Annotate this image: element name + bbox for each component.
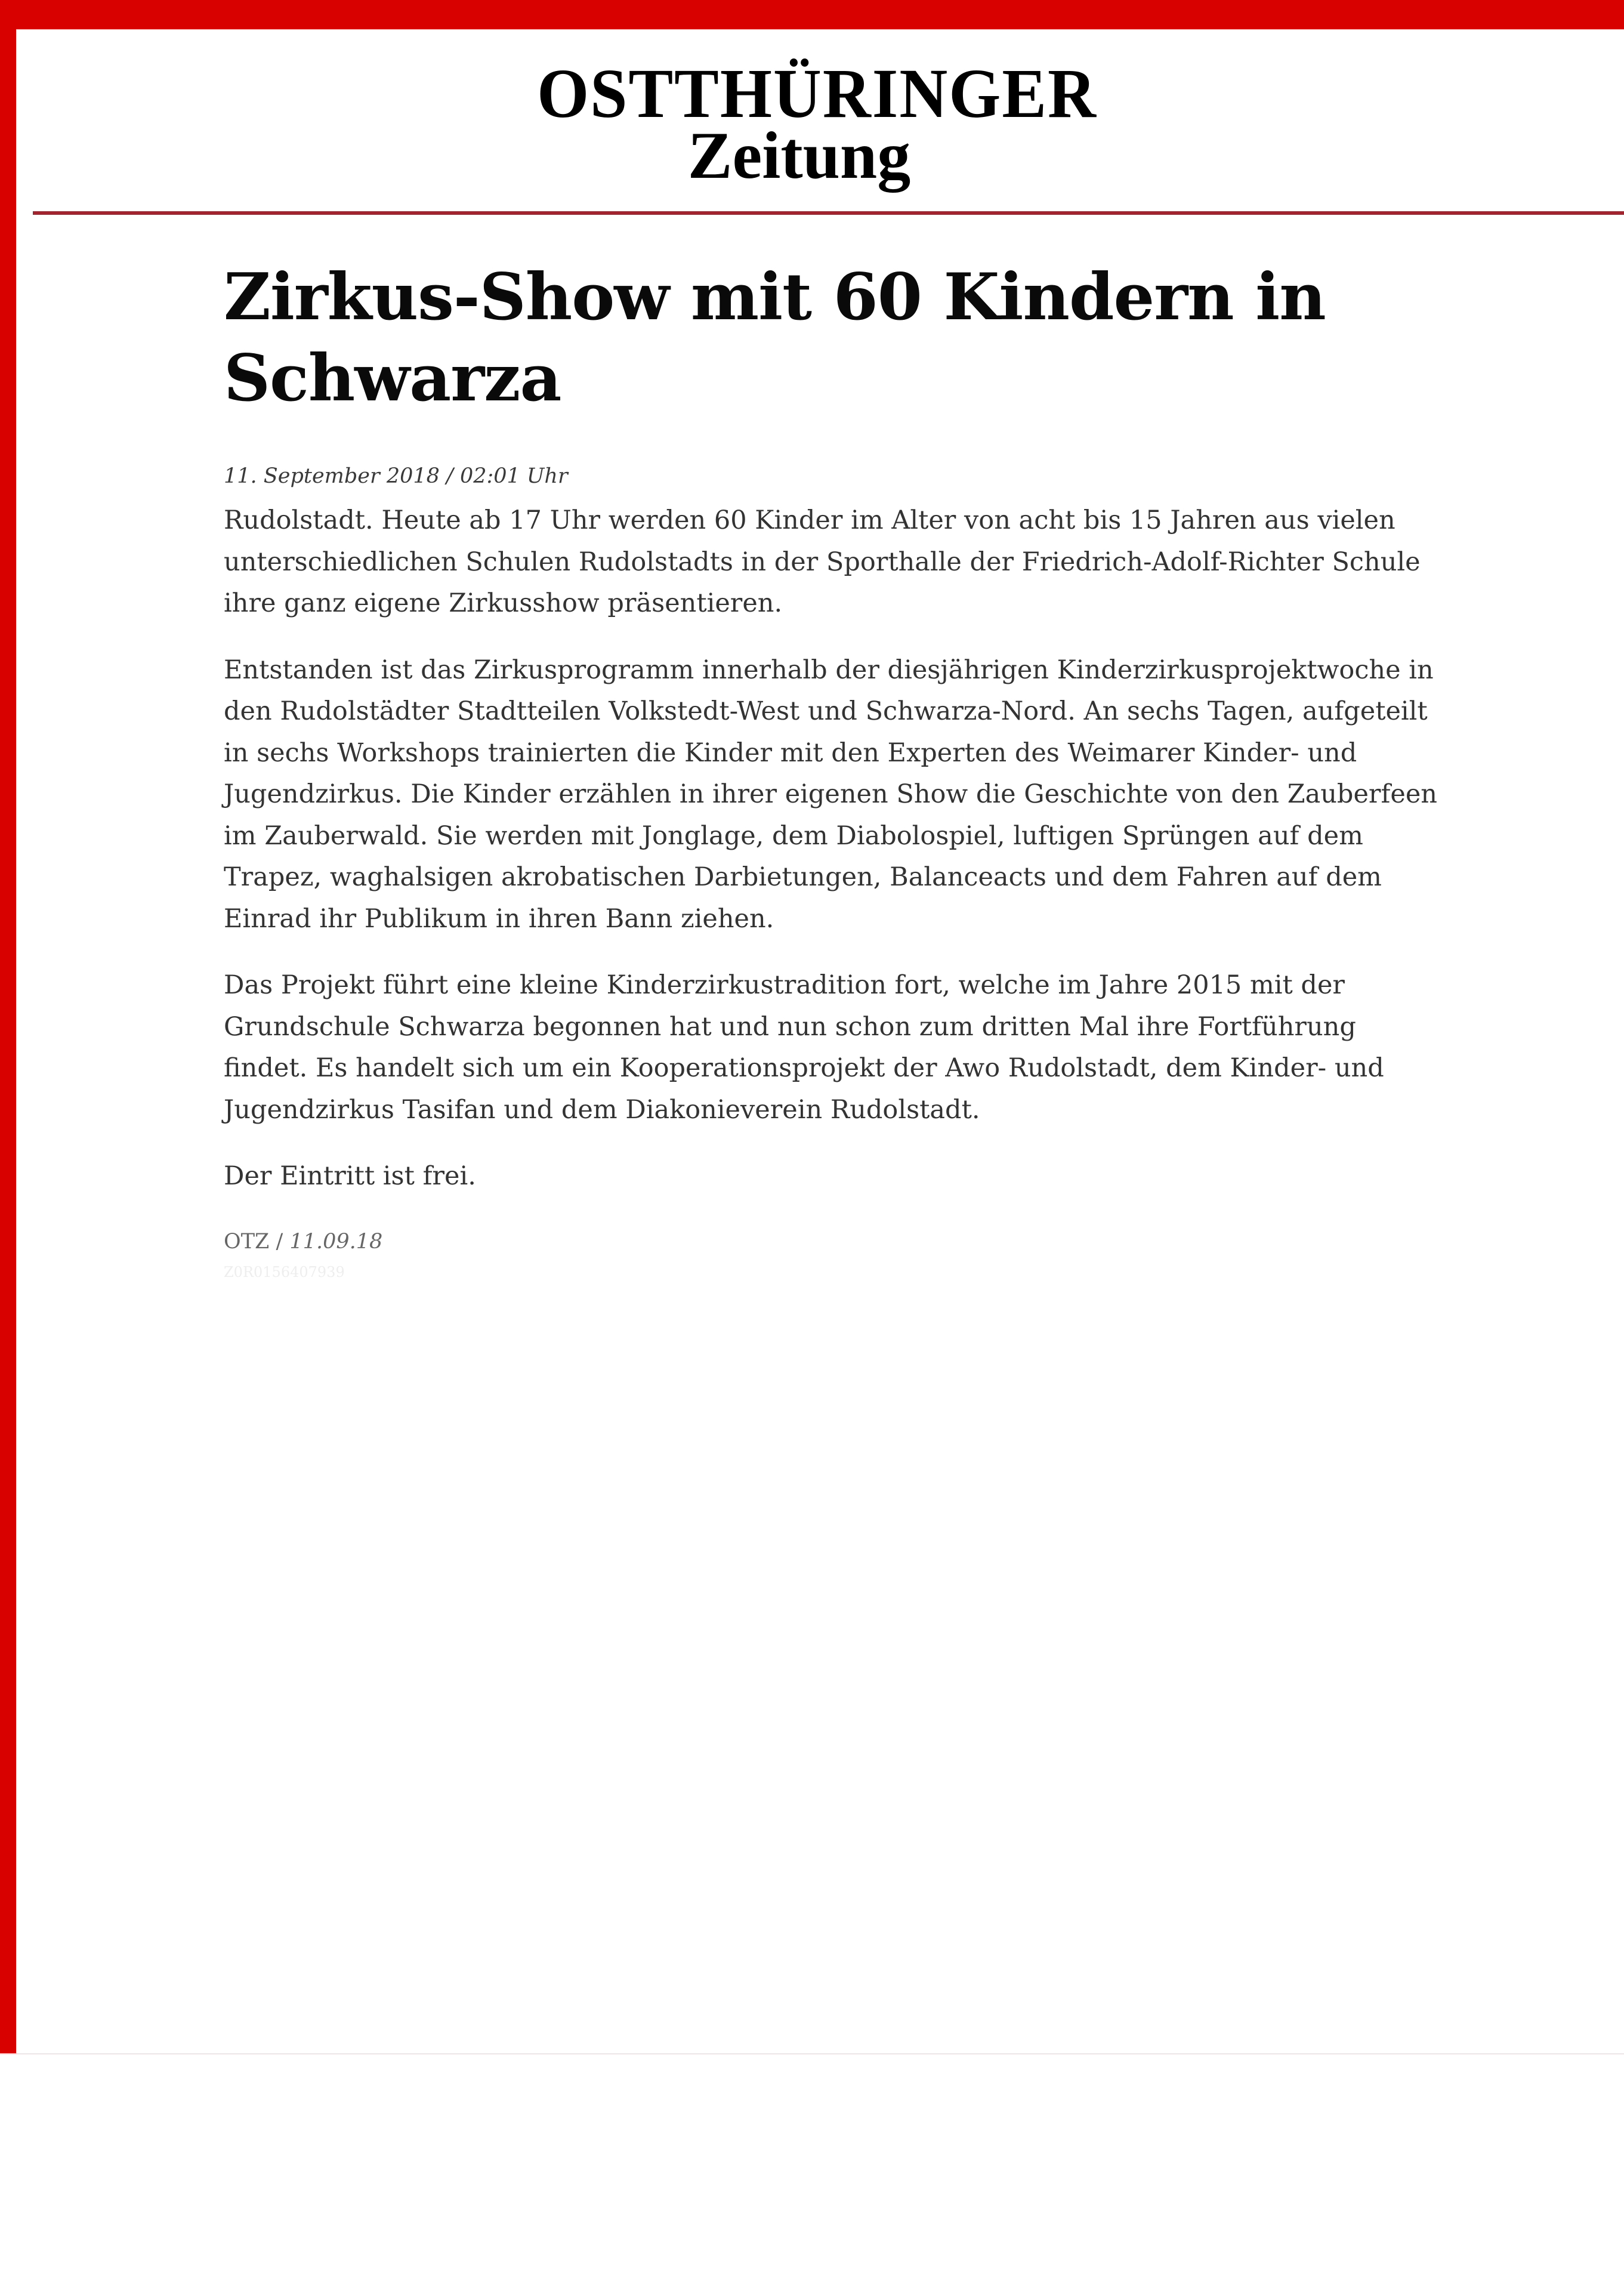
logo-wordmark-line2: Zeitung [687,119,911,193]
source-outlet: OTZ [224,1229,270,1254]
page-end-divider [0,2053,1624,2054]
article-paragraph: Rudolstadt. Heute ab 17 Uhr werden 60 Kinder im Alter von acht bis 15 Jahren aus vielen unterschiedlichen Schulen Rudolstadts in der Sporthalle der Friedrich-Adolf-Richter Schule ihre ganz eigene Zirkusshow präsentieren. [224,505,1421,618]
newspaper-logo[interactable] [537,54,1097,193]
left-brand-bar [0,0,16,2053]
article-paragraph: Der Eintritt ist frei. [224,1161,476,1191]
article-dateline: 11. September 2018 / 02:01 Uhr [224,464,568,488]
article-headline: Zirkus-Show mit 60 Kindern in Schwarza [224,260,1326,416]
article-id: Z0R0156407939 [224,1263,345,1281]
logo-wordmark-line1: OSTTHÜRINGER [537,54,1097,133]
article-paragraph: Entstanden ist das Zirkusprogramm innerhalb der diesjährigen Kinderzirkusprojektwoche in den Rudolstädter Stadtteilen Volkstedt-West und Schwarza-Nord. An sechs Tagen, aufgeteilt in sechs Workshops trainierten die Kinder mit den Experten des Weimarer Kinder- und Jugendzirkus. Die Kinder erzählen in ihrer eigenen Show die Geschichte von den Zauberfeen im Zauberwald. Sie werden mit Jonglage, dem Diabolospiel, luftigen Sprüngen auf dem Trapez, waghalsigen akrobatischen Darbietungen, Balanceacts und dem Fahren auf dem Einrad ihr Publikum in ihren Bann ziehen. [224,655,1437,934]
article-body [224,500,1441,1198]
masthead [16,29,1624,212]
source-date: 11.09.18 [289,1229,383,1254]
article-paragraph: Das Projekt führt eine kleine Kinderzirkustradition fort, welche im Jahre 2015 mit der Grundschule Schwarza begonnen hat und nun schon zum dritten Mal ihre Fortführung findet. Es handelt sich um ein Kooperationsprojekt der Awo Rudolstadt, dem Kinder- und Jugendzirkus Tasifan und dem Diakonieverein Rudolstadt. [224,970,1384,1125]
article [224,251,1441,1281]
article-source [224,1230,1441,1254]
source-separator: / [269,1229,290,1254]
top-brand-bar [0,0,1624,29]
masthead-divider [33,211,1624,215]
